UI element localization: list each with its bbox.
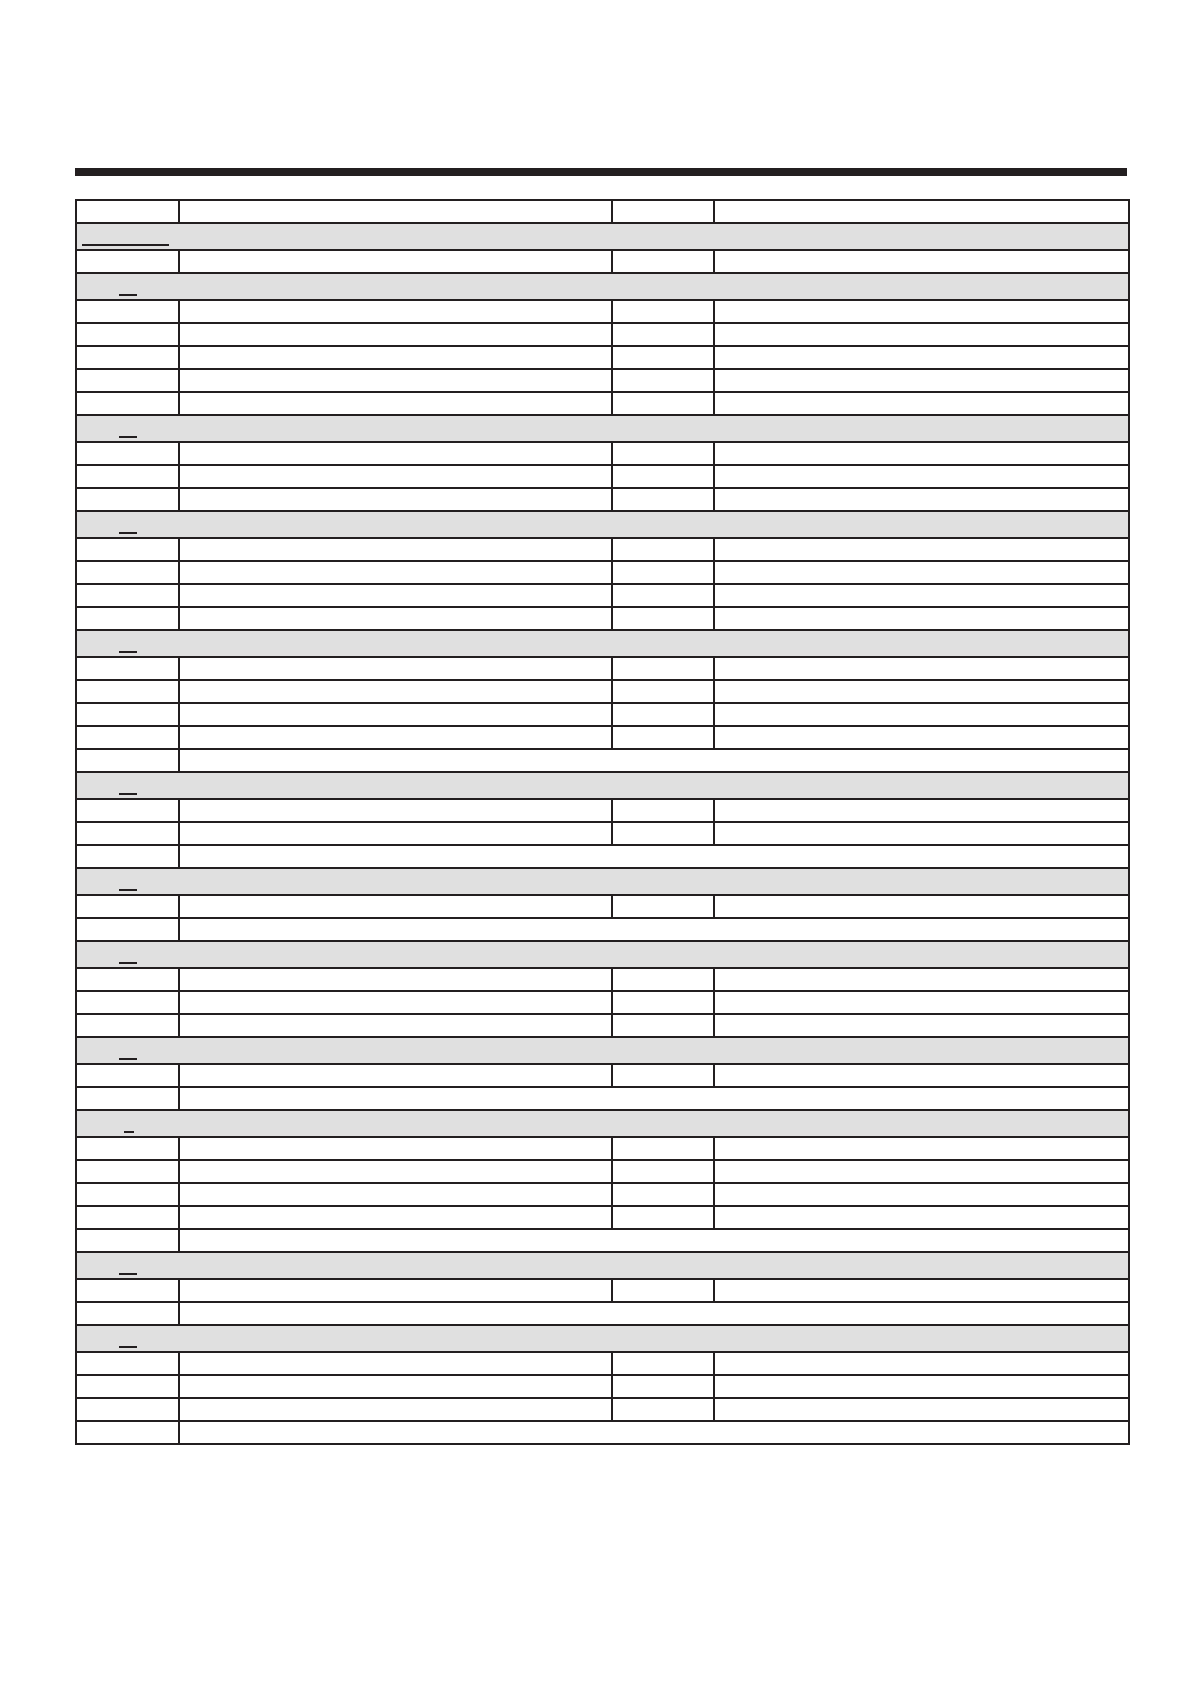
item-value-field[interactable] (612, 300, 714, 323)
item-value-field[interactable] (612, 346, 714, 369)
item-value-field[interactable] (612, 703, 714, 726)
item-description-field[interactable] (179, 1137, 612, 1160)
column-header-row (76, 200, 1129, 223)
item-value-field[interactable] (612, 1375, 714, 1398)
form-row (76, 749, 1129, 772)
item-code-field[interactable] (76, 488, 179, 511)
item-description-field[interactable] (179, 392, 612, 415)
item-code-field[interactable] (76, 657, 179, 680)
form-row (76, 538, 1129, 561)
section-header (76, 1252, 1129, 1279)
form-row (76, 392, 1129, 415)
item-value-field[interactable] (612, 968, 714, 991)
item-value-field[interactable] (612, 488, 714, 511)
item-notes-field[interactable] (714, 822, 1129, 845)
form-row (76, 968, 1129, 991)
item-code-field[interactable] (76, 1352, 179, 1375)
item-value-field[interactable] (612, 561, 714, 584)
remarks-field[interactable] (179, 1229, 1129, 1252)
item-code-field[interactable] (76, 323, 179, 346)
section-header (76, 415, 1129, 442)
item-description-field[interactable] (179, 250, 612, 273)
form-row (76, 465, 1129, 488)
item-description-field[interactable] (179, 465, 612, 488)
section-number-underline (119, 294, 137, 296)
item-description-field[interactable] (179, 726, 612, 749)
item-notes-field[interactable] (714, 895, 1129, 918)
item-notes-field[interactable] (714, 1183, 1129, 1206)
item-value-field[interactable] (612, 392, 714, 415)
section-header-row (76, 868, 1129, 895)
form-row (76, 1302, 1129, 1325)
form-row (76, 918, 1129, 941)
form-row (76, 488, 1129, 511)
item-code-field[interactable] (76, 1014, 179, 1037)
item-code-field[interactable] (76, 822, 179, 845)
section-header-row (76, 273, 1129, 300)
item-value-field[interactable] (612, 369, 714, 392)
item-code-field[interactable] (76, 465, 179, 488)
item-code-field[interactable] (76, 799, 179, 822)
section-number-underline (119, 651, 137, 653)
section-number-underline (119, 962, 137, 964)
item-notes-field[interactable] (714, 1137, 1129, 1160)
row-label-cell (76, 1229, 179, 1252)
form-row (76, 680, 1129, 703)
section-header (76, 273, 1129, 300)
item-notes-field[interactable] (714, 1279, 1129, 1302)
item-code-field[interactable] (76, 1183, 179, 1206)
remarks-field[interactable] (179, 845, 1129, 868)
item-value-field[interactable] (612, 1398, 714, 1421)
item-code-field[interactable] (76, 703, 179, 726)
item-description-field[interactable] (179, 1398, 612, 1421)
title-rule (75, 168, 1127, 176)
section-header (76, 511, 1129, 538)
item-description-field[interactable] (179, 1064, 612, 1087)
item-code-field[interactable] (76, 1375, 179, 1398)
item-value-field[interactable] (612, 584, 714, 607)
form-row (76, 703, 1129, 726)
item-value-field[interactable] (612, 657, 714, 680)
item-notes-field[interactable] (714, 703, 1129, 726)
form-row (76, 369, 1129, 392)
item-code-field[interactable] (76, 561, 179, 584)
item-notes-field[interactable] (714, 250, 1129, 273)
remarks-field[interactable] (179, 1421, 1129, 1444)
item-notes-field[interactable] (714, 1160, 1129, 1183)
item-notes-field[interactable] (714, 726, 1129, 749)
form-row (76, 822, 1129, 845)
section-number-underline (119, 889, 137, 891)
section-header-row (76, 223, 1129, 250)
item-value-field[interactable] (612, 895, 714, 918)
row-label-cell (76, 1087, 179, 1110)
item-value-field[interactable] (612, 465, 714, 488)
item-notes-field[interactable] (714, 323, 1129, 346)
item-notes-field[interactable] (714, 561, 1129, 584)
item-value-field[interactable] (612, 1352, 714, 1375)
item-value-field[interactable] (612, 726, 714, 749)
form-row (76, 726, 1129, 749)
form-row (76, 1183, 1129, 1206)
item-code-field[interactable] (76, 1206, 179, 1229)
form-row (76, 1229, 1129, 1252)
form-row (76, 1137, 1129, 1160)
form-row (76, 1064, 1129, 1087)
header-cell-1 (76, 200, 179, 223)
form-row (76, 1160, 1129, 1183)
item-description-field[interactable] (179, 895, 612, 918)
row-label-cell (76, 918, 179, 941)
item-code-field[interactable] (76, 392, 179, 415)
item-description-field[interactable] (179, 300, 612, 323)
form-row (76, 607, 1129, 630)
item-description-field[interactable] (179, 607, 612, 630)
section-header (76, 941, 1129, 968)
form-row (76, 442, 1129, 465)
item-code-field[interactable] (76, 1398, 179, 1421)
item-value-field[interactable] (612, 1206, 714, 1229)
section-header (76, 1037, 1129, 1064)
item-notes-field[interactable] (714, 369, 1129, 392)
section-header-row (76, 630, 1129, 657)
item-description-field[interactable] (179, 657, 612, 680)
form-row (76, 1375, 1129, 1398)
item-value-field[interactable] (612, 991, 714, 1014)
item-code-field[interactable] (76, 538, 179, 561)
item-notes-field[interactable] (714, 1064, 1129, 1087)
item-value-field[interactable] (612, 799, 714, 822)
form-row (76, 991, 1129, 1014)
section-header (76, 1325, 1129, 1352)
form-row (76, 895, 1129, 918)
item-description-field[interactable] (179, 584, 612, 607)
section-header-row (76, 511, 1129, 538)
item-code-field[interactable] (76, 726, 179, 749)
form-row (76, 657, 1129, 680)
item-description-field[interactable] (179, 1160, 612, 1183)
section-number-underline (119, 532, 137, 534)
item-code-field[interactable] (76, 1064, 179, 1087)
section-number-underline (119, 793, 137, 795)
section-header-row (76, 1325, 1129, 1352)
item-value-field[interactable] (612, 607, 714, 630)
header-cell-3 (612, 200, 714, 223)
form-row (76, 561, 1129, 584)
item-notes-field[interactable] (714, 991, 1129, 1014)
item-value-field[interactable] (612, 822, 714, 845)
section-header (76, 868, 1129, 895)
form-row (76, 1398, 1129, 1421)
item-notes-field[interactable] (714, 584, 1129, 607)
item-code-field[interactable] (76, 895, 179, 918)
item-code-field[interactable] (76, 1160, 179, 1183)
section-header-row (76, 941, 1129, 968)
item-notes-field[interactable] (714, 1375, 1129, 1398)
item-code-field[interactable] (76, 442, 179, 465)
form-row (76, 1206, 1129, 1229)
item-description-field[interactable] (179, 1352, 612, 1375)
item-description-field[interactable] (179, 968, 612, 991)
row-label-cell (76, 749, 179, 772)
item-description-field[interactable] (179, 1279, 612, 1302)
item-notes-field[interactable] (714, 607, 1129, 630)
section-number-underline (82, 244, 169, 246)
row-label-cell (76, 1421, 179, 1444)
section-number-underline (119, 1058, 137, 1060)
section-header-row (76, 1037, 1129, 1064)
section-header-row (76, 1252, 1129, 1279)
item-value-field[interactable] (612, 323, 714, 346)
item-notes-field[interactable] (714, 680, 1129, 703)
item-description-field[interactable] (179, 991, 612, 1014)
form-row (76, 1352, 1129, 1375)
item-code-field[interactable] (76, 346, 179, 369)
item-value-field[interactable] (612, 1183, 714, 1206)
item-notes-field[interactable] (714, 968, 1129, 991)
section-header-row (76, 1110, 1129, 1137)
item-notes-field[interactable] (714, 442, 1129, 465)
section-header-row (76, 415, 1129, 442)
item-notes-field[interactable] (714, 799, 1129, 822)
form-row (76, 1421, 1129, 1444)
section-number-underline (119, 436, 137, 438)
item-code-field[interactable] (76, 607, 179, 630)
form-row (76, 1014, 1129, 1037)
row-label-cell (76, 845, 179, 868)
header-cell-4 (714, 200, 1129, 223)
item-description-field[interactable] (179, 1206, 612, 1229)
row-label-cell (76, 1302, 179, 1325)
item-description-field[interactable] (179, 1014, 612, 1037)
item-code-field[interactable] (76, 584, 179, 607)
item-description-field[interactable] (179, 680, 612, 703)
remarks-field[interactable] (179, 749, 1129, 772)
form-row (76, 845, 1129, 868)
item-code-field[interactable] (76, 680, 179, 703)
item-value-field[interactable] (612, 1064, 714, 1087)
section-header-row (76, 772, 1129, 799)
item-description-field[interactable] (179, 442, 612, 465)
item-code-field[interactable] (76, 369, 179, 392)
section-number-underline (124, 1131, 134, 1133)
item-notes-field[interactable] (714, 1352, 1129, 1375)
item-notes-field[interactable] (714, 538, 1129, 561)
item-notes-field[interactable] (714, 346, 1129, 369)
form-row (76, 584, 1129, 607)
item-description-field[interactable] (179, 346, 612, 369)
item-description-field[interactable] (179, 538, 612, 561)
form-table (75, 199, 1130, 1445)
item-value-field[interactable] (612, 250, 714, 273)
item-value-field[interactable] (612, 1014, 714, 1037)
section-number-underline (119, 1346, 137, 1348)
item-notes-field[interactable] (714, 1014, 1129, 1037)
item-value-field[interactable] (612, 1137, 714, 1160)
form-row (76, 1087, 1129, 1110)
item-description-field[interactable] (179, 488, 612, 511)
remarks-field[interactable] (179, 918, 1129, 941)
item-code-field[interactable] (76, 250, 179, 273)
item-code-field[interactable] (76, 968, 179, 991)
item-code-field[interactable] (76, 1279, 179, 1302)
item-description-field[interactable] (179, 369, 612, 392)
item-code-field[interactable] (76, 991, 179, 1014)
item-notes-field[interactable] (714, 465, 1129, 488)
item-notes-field[interactable] (714, 300, 1129, 323)
item-code-field[interactable] (76, 300, 179, 323)
item-description-field[interactable] (179, 799, 612, 822)
form-row (76, 300, 1129, 323)
item-description-field[interactable] (179, 323, 612, 346)
item-notes-field[interactable] (714, 488, 1129, 511)
remarks-field[interactable] (179, 1302, 1129, 1325)
section-number-underline (119, 1273, 137, 1275)
form-row (76, 346, 1129, 369)
item-value-field[interactable] (612, 1160, 714, 1183)
item-code-field[interactable] (76, 1137, 179, 1160)
header-cell-2 (179, 200, 612, 223)
item-value-field[interactable] (612, 1279, 714, 1302)
section-header (76, 772, 1129, 799)
item-notes-field[interactable] (714, 657, 1129, 680)
item-description-field[interactable] (179, 1183, 612, 1206)
item-notes-field[interactable] (714, 1206, 1129, 1229)
item-description-field[interactable] (179, 703, 612, 726)
item-notes-field[interactable] (714, 392, 1129, 415)
section-header (76, 1110, 1129, 1137)
form-row (76, 250, 1129, 273)
item-value-field[interactable] (612, 538, 714, 561)
section-header (76, 630, 1129, 657)
section-header (76, 223, 1129, 250)
item-description-field[interactable] (179, 1375, 612, 1398)
form-row (76, 799, 1129, 822)
item-description-field[interactable] (179, 822, 612, 845)
item-notes-field[interactable] (714, 1398, 1129, 1421)
item-description-field[interactable] (179, 561, 612, 584)
form-row (76, 1279, 1129, 1302)
form-row (76, 323, 1129, 346)
item-value-field[interactable] (612, 442, 714, 465)
item-value-field[interactable] (612, 680, 714, 703)
remarks-field[interactable] (179, 1087, 1129, 1110)
